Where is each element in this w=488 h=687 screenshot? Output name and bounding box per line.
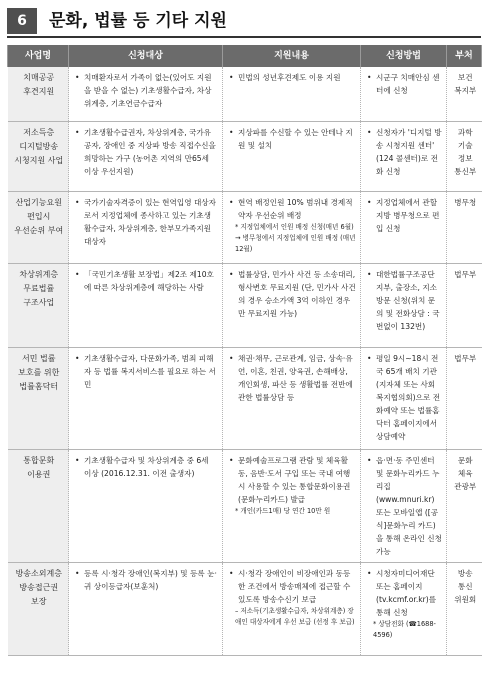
- program-name: 저소득층 디지털방송 시청지원 사업: [8, 121, 69, 191]
- ministry-name: 법무부: [447, 347, 482, 449]
- target-text: • 국가기술자격증이 있는 현역입영 대상자로서 지정업체에 종사하고 있는 기초생활수급자, 차상위계층, 한부모가족지원대상자: [75, 196, 218, 248]
- support-cell: [223, 263, 361, 347]
- support-cell: [223, 67, 361, 121]
- target-text: • 「국민기초생활 보장법」제2조 제10호에 따른 차상위계층에 해당하는 사람: [75, 268, 218, 294]
- method-cell: [361, 263, 447, 347]
- method-cell: [361, 562, 447, 655]
- support-cell: [223, 449, 361, 562]
- target-text: • 등록 시·청각 장애인(복지부) 및 등록 눈·귀 상이등급자(보훈처): [75, 567, 218, 593]
- program-name: 차상위계층 무료법률 구조사업: [8, 263, 69, 347]
- support-text: • 문화예술프로그램 관람 및 체육활동, 음반·도서 구입 또는 국내 여행시 사용할 수 있는 통합문화이용권 (문화누리카드) 발급: [229, 454, 356, 506]
- method-note: * 상담전화 (☎1688-4596): [373, 619, 436, 639]
- method-text: • 대한법률구조공단 지부, 출장소, 지소 방문 신청(위치 문의 및 전화상담 : 국번없이 132번): [367, 268, 442, 333]
- support-text: • 채권·채무, 근로관계, 임금, 상속·유언, 이혼, 친권, 양육권, 손해배상, 개인회생, 파산 등 생활법률 전반에 관한 법률상담 등: [229, 352, 356, 404]
- program-name: 방송소외계층 방송접근권 보장: [8, 562, 69, 655]
- method-cell: [361, 347, 447, 449]
- table-row: [8, 347, 482, 449]
- support-text: • 현역 배정인원 10% 범위내 경제적 약자 우선순위 배정: [229, 196, 356, 222]
- ministry-name: 병무청: [447, 191, 482, 263]
- section-header: [7, 8, 481, 34]
- ministry-name: 문화 체육 관광부: [447, 449, 482, 562]
- target-cell: [69, 263, 223, 347]
- table-row: [8, 449, 482, 562]
- target-cell: [69, 67, 223, 121]
- program-name: 치매공공 후견지원: [8, 67, 69, 121]
- method-text: • 지정업체에서 관할 지방 병무청으로 편입 신청: [367, 196, 442, 235]
- method-text: • 신청자가 '디지털 방송 시청지원 센터' (124 콜센터)로 전화 신청: [367, 126, 442, 178]
- table-row: [8, 562, 482, 655]
- support-cell: [223, 562, 361, 655]
- table-row: [8, 67, 482, 121]
- ministry-name: 과학 기술 정보 통신부: [447, 121, 482, 191]
- support-text: • 시·청각 장애인이 비장애인과 동등한 조건에서 방송매체에 접근할 수 있도록 방송수신기 보급: [229, 567, 356, 606]
- method-cell: [361, 191, 447, 263]
- program-name: 통합문화 이용권: [8, 449, 69, 562]
- target-cell: [69, 347, 223, 449]
- support-text: • 민법의 성년후견제도 이용 지원: [229, 71, 356, 84]
- target-cell: [69, 562, 223, 655]
- title-divider: [7, 36, 481, 38]
- table-row: [8, 263, 482, 347]
- column-header-support: 지원내용: [223, 45, 361, 67]
- target-text: • 기초생활수급권자, 차상위계층, 국가유공자, 장애인 중 지상파 방송 직접수신을 희망하는 가구 (농어촌 지역의 만65세 이상 우선지원): [75, 126, 218, 178]
- method-text: • 평일 9시~18시 전국 65개 배치 기관(지자체 또는 사회복지협의회)으로 전화예약 또는 법률홈닥터 홈페이지에서 상담예약: [367, 352, 442, 443]
- method-text: • 읍·면·동 주민센터 및 문화누리카드 누리집(www.mnuri.kr) 또는 모바일앱 ([공식]문화누리 카드)을 통해 온라인 신청 가능: [367, 454, 442, 558]
- column-header-method: 신청방법: [361, 45, 447, 67]
- ministry-name: 보건 복지부: [447, 67, 482, 121]
- method-cell: [361, 449, 447, 562]
- ministry-name: 방송 통신 위원회: [447, 562, 482, 655]
- support-note: → 병무청에서 지정업체에 인원 배정 (매년 12월): [235, 233, 356, 253]
- column-header-program: 사업명: [8, 45, 69, 67]
- support-cell: [223, 121, 361, 191]
- target-text: • 기초생활수급자 및 차상위계층 중 6세 이상 (2016.12.31. 이전 출생자): [75, 454, 218, 480]
- column-header-target: 신청대상: [69, 45, 223, 67]
- target-cell: [69, 191, 223, 263]
- target-cell: [69, 449, 223, 562]
- support-programs-table: [7, 45, 482, 656]
- table-header-row: [8, 45, 482, 67]
- section-number-badge: 6: [7, 8, 37, 34]
- method-cell: [361, 121, 447, 191]
- support-text: • 지상파를 수신할 수 있는 안테나 지원 및 설치: [229, 126, 356, 152]
- table-row: [8, 121, 482, 191]
- method-cell: [361, 67, 447, 121]
- table-row: [8, 191, 482, 263]
- support-text: • 법률상담, 민가사 사건 등 소송대리, 형사변호 무료지원 (단, 민가사 사건의 경우 승소가액 3억 이하인 경우만 무료지원 가능): [229, 268, 356, 320]
- target-text: • 기초생활수급자, 다문화가족, 범죄 피해자 등 법률 복지서비스를 필요로 하는 서민: [75, 352, 218, 391]
- program-name: 서민 법률 보호를 위한 법률홈닥터: [8, 347, 69, 449]
- program-name: 산업기능요원 편입시 우선순위 부여: [8, 191, 69, 263]
- target-cell: [69, 121, 223, 191]
- section-title: 문화, 법률 등 기타 지원: [49, 11, 227, 31]
- method-text: • 시군구 치매안심 센터에 신청: [367, 71, 442, 97]
- method-text: • 시청자미디어재단 또는 홈페이지 (tv.kcmf.or.kr)를 통해 신청: [367, 567, 442, 619]
- support-note: * 개인(카드1매) 당 연간 10만 원: [235, 506, 331, 515]
- support-cell: [223, 191, 361, 263]
- column-header-ministry: 부처: [447, 45, 482, 67]
- ministry-name: 법무부: [447, 263, 482, 347]
- support-cell: [223, 347, 361, 449]
- support-note: * 지정업체에서 인원 배정 신청(매년 6월): [235, 222, 354, 231]
- support-note: – 저소득(기초생활수급자, 차상위계층) 장애인 대상자에게 우선 보급 (선정 후 보급): [235, 606, 355, 626]
- target-text: • 치매환자로서 가족이 없는(있어도 지원을 받을 수 없는) 기초생활수급자, 차상위계층, 기초연금수급자: [75, 71, 218, 110]
